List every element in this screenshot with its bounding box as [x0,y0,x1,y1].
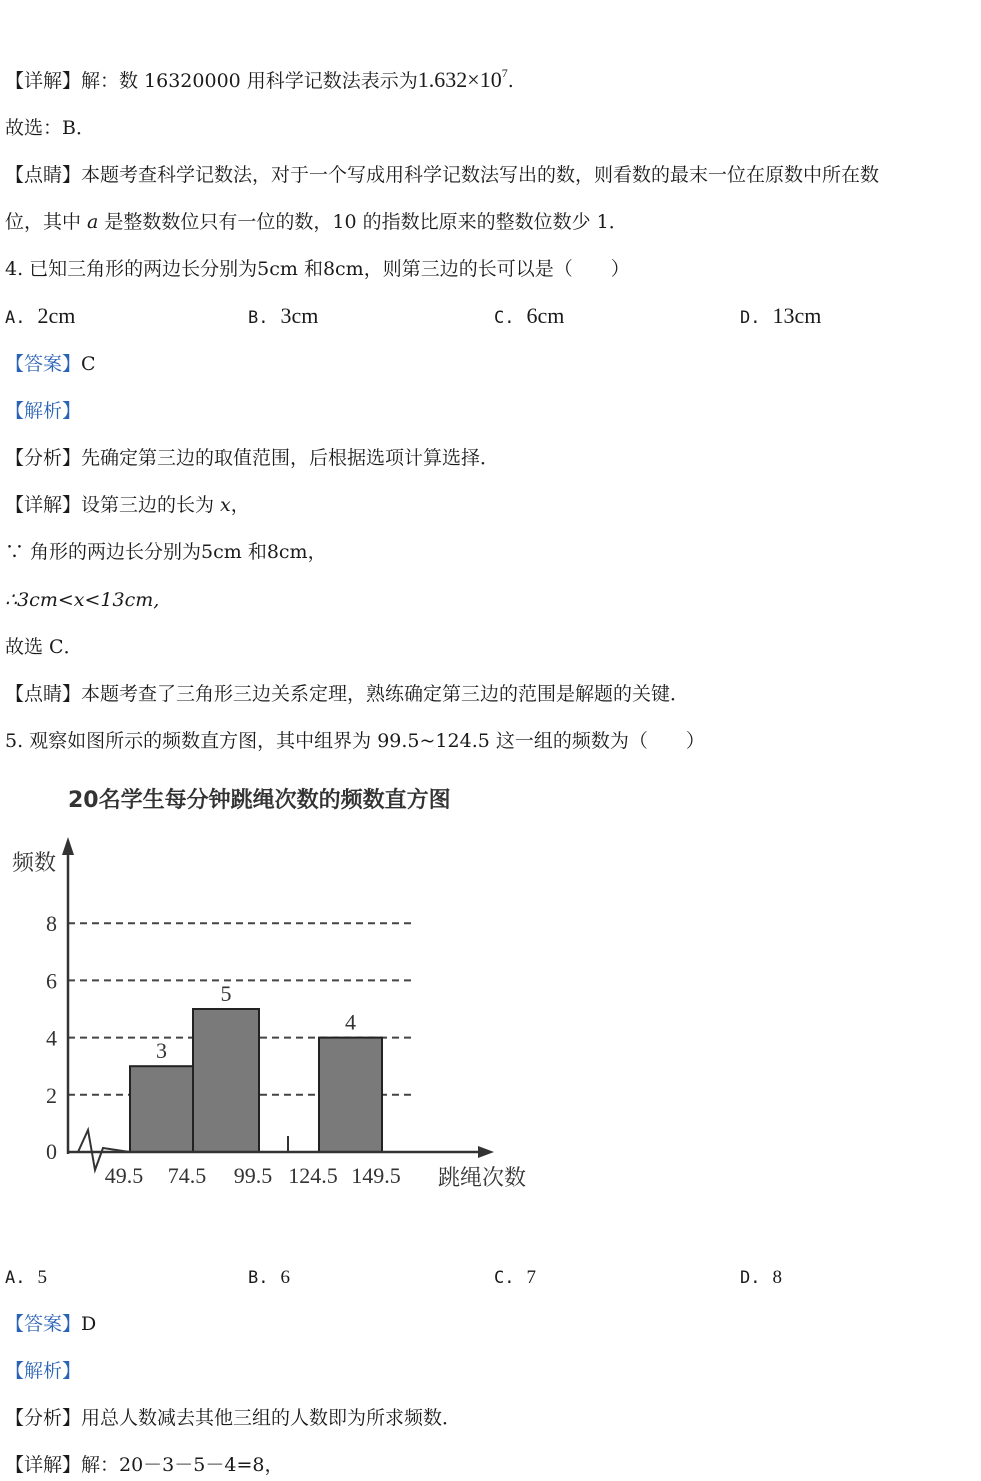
comma: ， [230,494,250,516]
y-tick-label: 0 [46,1139,57,1164]
chart-title: 20名学生每分钟跳绳次数的频数直方图 [68,788,451,813]
bar-value-label: 4 [345,1009,356,1035]
option-value: 6cm [526,303,565,328]
y-axis-label: 频数 [12,851,57,876]
question-5: 5. 观察如图所示的频数直方图，其中组界为 99.5~124.5 这一组的频数为（ ） [5,730,705,752]
answer-4 [5,351,96,377]
detail-text: 【详解】解：数 16320000 用科学记数法表示为 [5,70,418,92]
option-2 [494,1264,536,1291]
y-tick-label: 8 [46,911,57,937]
analysis-tag-4: 【解析】 [5,400,82,422]
detail-text: 【详解】设第三边的长为 [5,494,221,516]
y-tick-label: 4 [46,1025,57,1051]
option-label: A. [5,1268,26,1288]
option-value: 13cm [772,303,822,328]
histogram-bar [319,1038,382,1152]
option-value: 3cm [280,303,319,328]
option-3 [740,303,821,331]
option-0 [5,1264,47,1291]
bar-value-label: 3 [156,1038,167,1064]
answer-value: C [81,353,96,375]
bar-value-label: 5 [220,981,232,1006]
option-value: 2cm [37,303,76,328]
x-tick-label: 49.5 [104,1163,144,1188]
analysis-5: 【分析】用总人数减去其他三组的人数即为所求频数． [5,1407,462,1429]
remark-text-b: 是整数数位只有一位的数，10 的指数比原来的整数位数少 1． [98,211,628,233]
y-tick-label: 2 [46,1082,57,1108]
remark-4: 【点睛】本题考查了三角形三边关系定理，熟练确定第三边的范围是解题的关键． [5,683,690,705]
analysis-4: 【分析】先确定第三边的取值范围，后根据选项计算选择． [5,447,500,469]
choice-line-4: 故选 C． [5,636,83,658]
remark-line-2 [5,209,628,235]
axes [62,837,494,1170]
option-label: B. [248,1268,269,1288]
option-label: C. [494,308,515,328]
y-axis-arrow [62,837,74,855]
option-value: 6 [280,1267,290,1288]
detail-line-1 [5,60,514,94]
option-label: B. [248,308,269,328]
answer-value: D [81,1313,97,1335]
period: . [507,70,514,92]
x-tick-labels [105,1163,401,1188]
therefore-line: ∴3cm<x<13cm, [5,589,160,611]
option-value: 5 [37,1267,47,1288]
option-1 [248,1264,290,1291]
histogram-chart [0,775,560,1215]
x-tick-label: 74.5 [167,1163,207,1188]
option-value: 8 [772,1267,782,1288]
scientific-notation [418,67,508,92]
x-axis-arrow [478,1146,494,1158]
detail-5: 【详解】解：20－3－5－4=8， [5,1454,284,1476]
analysis-tag-5: 【解析】 [5,1360,82,1382]
option-label: D. [740,1268,761,1288]
because-line: ∵ 角形的两边长分别为5cm 和8cm， [5,541,327,563]
option-2 [494,303,564,331]
choice-line-1: 故选：B． [5,117,95,139]
variable-a: a [87,211,99,233]
remark-text-a: 位，其中 [5,211,88,233]
option-3 [740,1264,782,1291]
x-tick-label: 149.5 [351,1163,401,1188]
notation-base: 1.632×10 [417,67,502,92]
detail-4 [5,492,250,518]
x-tick-label: 99.5 [233,1163,273,1188]
x-tick-label: 124.5 [288,1163,338,1188]
option-value: 7 [526,1267,536,1288]
option-label: A. [5,308,26,328]
y-tick-label: 6 [46,968,57,994]
answer-5 [5,1311,96,1337]
option-0 [5,303,75,331]
y-tick-labels [46,911,57,1164]
option-1 [248,303,318,331]
remark-line-1: 【点睛】本题考查科学记数法，对于一个写成用科学记数法写出的数，则看数的最末一位在原数中所在数 [5,164,880,186]
answer-tag: 【答案】 [5,1313,82,1335]
answer-tag: 【答案】 [5,353,82,375]
histogram-bar [193,1009,259,1152]
notation-exponent: 7 [501,66,508,80]
histogram-bar [130,1066,193,1152]
question-4: 4. 已知三角形的两边长分别为5cm 和8cm，则第三边的长可以是（ ） [5,258,630,280]
option-label: C. [494,1268,515,1288]
x-axis-label: 跳绳次数 [438,1166,527,1191]
variable-x: x [220,494,231,516]
option-label: D. [740,308,761,328]
